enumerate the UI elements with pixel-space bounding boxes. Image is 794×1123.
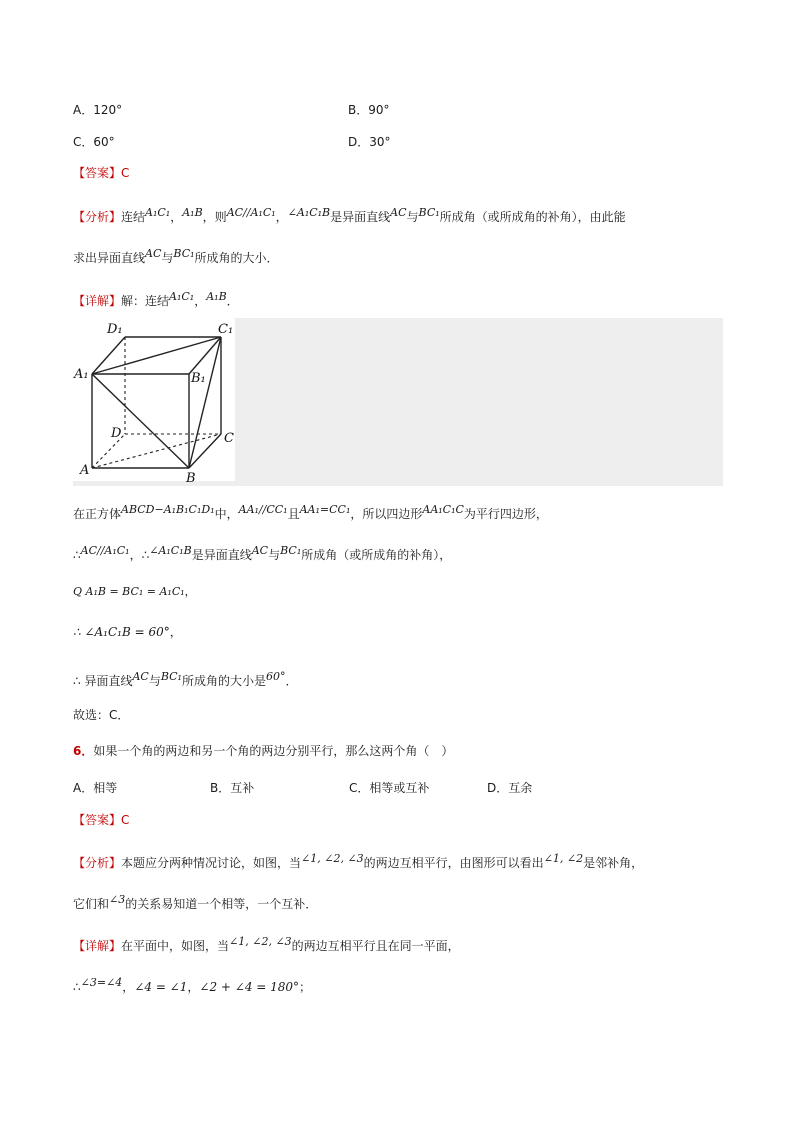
- answer-label: 【答案】: [73, 813, 122, 827]
- option-d: D．30°: [348, 135, 391, 149]
- text: 在正方体: [73, 507, 122, 521]
- text: 且: [287, 507, 300, 521]
- text: ，所以四边形: [350, 507, 423, 521]
- detail-label: 【详解】: [73, 294, 122, 308]
- math: ∠2 + ∠4 = 180°: [199, 980, 300, 994]
- text: 与: [406, 210, 419, 224]
- q6-analysis-line-1: [73, 852, 643, 871]
- label-c1: C₁: [218, 322, 234, 337]
- math: ∠3=∠4: [80, 976, 123, 989]
- option-c: C．60°: [73, 135, 115, 149]
- text: ∴: [73, 548, 81, 562]
- q6-option-a: A．相等: [73, 781, 118, 795]
- text: ，: [275, 210, 288, 224]
- math: A₁C₁: [169, 290, 195, 303]
- text: 是异面直线: [191, 548, 252, 562]
- text: ，: [170, 210, 183, 224]
- option-a: A．120°: [73, 103, 123, 117]
- step-6: 故选：C．: [73, 708, 130, 722]
- q6-option-b: B．互补: [210, 781, 255, 795]
- math: 60°: [265, 670, 286, 683]
- answer-line: [73, 164, 129, 181]
- text: 在平面中，如图，当: [121, 939, 230, 953]
- math: BC₁: [173, 247, 195, 260]
- text: 所成角的大小是: [181, 674, 266, 688]
- text: 与: [161, 251, 174, 265]
- math: ∴ ∠A₁C₁B = 60°: [73, 625, 170, 639]
- q6-detail-line: [73, 935, 460, 954]
- label-b1: B₁: [191, 371, 206, 386]
- step-5: [73, 670, 298, 689]
- math: AA₁//CC₁: [238, 503, 288, 516]
- math: BC₁: [418, 206, 440, 219]
- math: AC: [145, 247, 162, 260]
- text: ，: [169, 625, 182, 639]
- text: 所成角（或所成角的补角），由此能: [439, 210, 626, 224]
- text: ，: [187, 980, 200, 994]
- text: ，∴: [129, 548, 150, 562]
- math: AC: [251, 544, 269, 557]
- text: ∴: [73, 980, 81, 994]
- label-b: B: [186, 471, 196, 483]
- option-b: B．90°: [348, 103, 390, 117]
- text: 所成角的大小．: [194, 251, 279, 265]
- text: 是异面直线: [330, 210, 391, 224]
- step-1: [73, 503, 548, 522]
- math: A₁B: [182, 206, 203, 219]
- q6-option-c: C．相等或互补: [349, 781, 430, 795]
- text: 与: [148, 674, 161, 688]
- text: ，则: [202, 210, 227, 224]
- math: BC₁: [160, 670, 182, 683]
- text: ，: [184, 585, 196, 598]
- answer-label: 【答案】: [73, 166, 122, 180]
- math: BC₁: [280, 544, 302, 557]
- step-4: [73, 623, 182, 640]
- text: 与: [268, 548, 281, 562]
- math: A₁B: [206, 290, 227, 303]
- math: AC//A₁C₁: [226, 206, 276, 219]
- q6-answer-line: [73, 811, 129, 828]
- text: 它们和: [73, 897, 110, 911]
- math: ∠1, ∠2: [543, 852, 584, 865]
- question-number: 6．: [73, 744, 94, 758]
- cube-figure: [73, 318, 235, 483]
- math: ∠1, ∠2, ∠3: [301, 852, 364, 865]
- q6-step-1: [73, 976, 311, 995]
- label-d1: D₁: [107, 322, 123, 337]
- text: 的关系易知道一个相等，一个互补．: [125, 897, 318, 911]
- math: AC//A₁C₁: [80, 544, 130, 557]
- math: Q A₁B = BC₁ = A₁C₁: [73, 585, 185, 598]
- math: AC: [390, 206, 407, 219]
- math: AC: [132, 670, 149, 683]
- math: AA₁=CC₁: [299, 503, 351, 516]
- math: A₁C₁: [145, 206, 171, 219]
- analysis-line-1: [73, 206, 626, 225]
- analysis-label: 【分析】: [73, 856, 122, 870]
- q6-analysis-line-2: [73, 893, 317, 912]
- segment-bc1: [189, 337, 221, 468]
- label-a1: A₁: [74, 367, 89, 382]
- segment-a1b: [92, 374, 189, 468]
- text: ；: [299, 980, 312, 994]
- text: ，: [194, 294, 207, 308]
- answer-value: C: [121, 813, 130, 827]
- detail-line: [73, 290, 239, 309]
- text: 连结: [121, 210, 146, 224]
- answer-value: C: [121, 166, 130, 180]
- text: ．: [285, 674, 298, 688]
- math: ∠A₁C₁B: [149, 544, 192, 557]
- text: ．: [226, 294, 239, 308]
- label-d: D: [111, 426, 122, 441]
- step-2: [73, 544, 451, 563]
- text: 的两边互相平行，由图形可以看出: [363, 856, 544, 870]
- math: ∠4 = ∠1: [134, 980, 188, 994]
- question-6-stem: [73, 742, 453, 759]
- text: 所成角（或所成角的补角），: [301, 548, 452, 562]
- math: ABCD−A₁B₁C₁D₁: [121, 503, 215, 516]
- text: 为平行四边形，: [463, 507, 548, 521]
- math: AA₁C₁C: [422, 503, 464, 516]
- segment-a1c1: [92, 337, 221, 374]
- text: 解：连结: [121, 294, 170, 308]
- text: 本题应分两种情况讨论，如图，当: [121, 856, 302, 870]
- math: ∠1, ∠2, ∠3: [229, 935, 292, 948]
- step-3: [73, 583, 196, 599]
- label-a: A: [80, 463, 90, 478]
- text: 求出异面直线: [73, 251, 146, 265]
- detail-label: 【详解】: [73, 939, 122, 953]
- text: 是邻补角，: [583, 856, 644, 870]
- text: 如果一个角的两边和另一个角的两边分别平行，那么这两个角（ ）: [93, 744, 454, 758]
- edge-a1d1: [92, 337, 125, 374]
- text: ，: [122, 980, 135, 994]
- text: ∴ 异面直线: [73, 674, 133, 688]
- math: ∠A₁C₁B: [287, 206, 331, 219]
- math: ∠3: [109, 893, 126, 906]
- label-c: C: [224, 431, 234, 446]
- q6-option-d: D．互余: [487, 781, 533, 795]
- text: 的两边互相平行且在同一平面，: [291, 939, 460, 953]
- analysis-label: 【分析】: [73, 210, 122, 224]
- text: 中，: [214, 507, 239, 521]
- analysis-line-2: [73, 247, 279, 266]
